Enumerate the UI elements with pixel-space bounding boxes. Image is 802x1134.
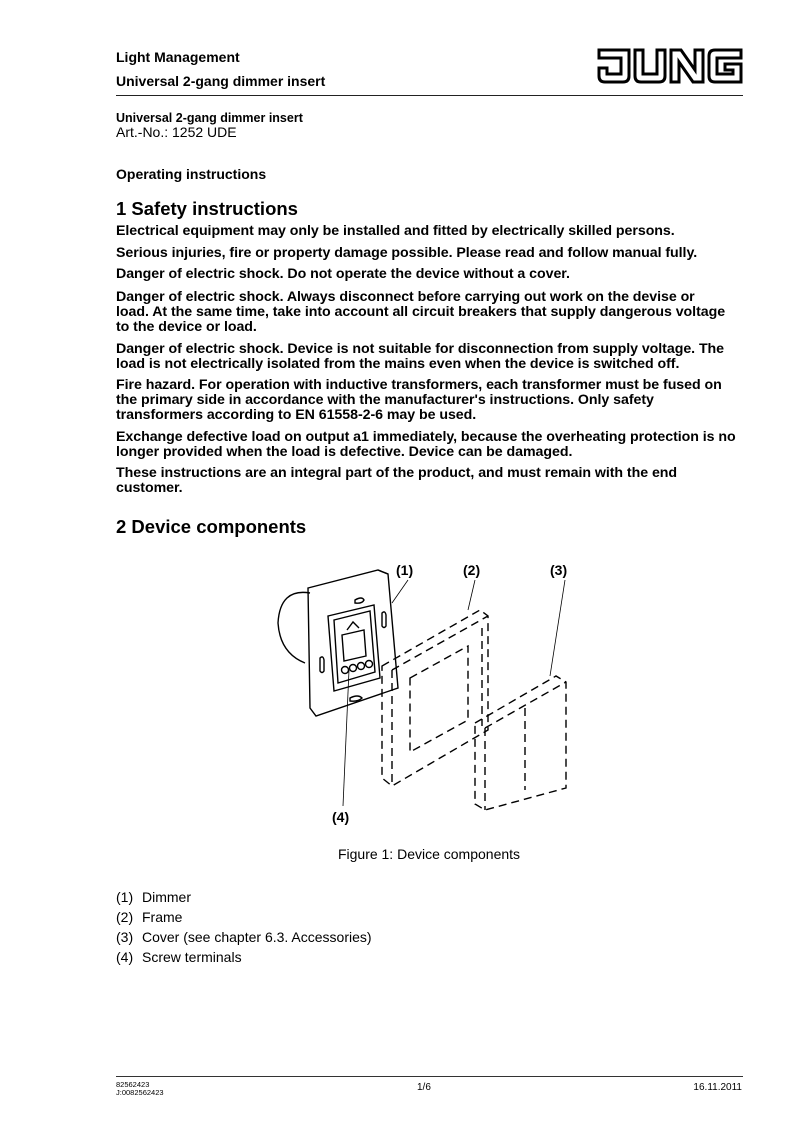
job-number: J:0082562423 [116, 1088, 164, 1097]
legend-label: Cover (see chapter 6.3. Accessories) [142, 929, 372, 945]
safety-paragraph: Danger of electric shock. Do not operate the device without a cover. [116, 266, 570, 282]
legend-item-cover [116, 927, 372, 947]
legend-item-dimmer [116, 887, 372, 907]
safety-paragraph: These instructions are an integral part of the product, and must remain with the end customer. [116, 465, 678, 496]
legend-label: Dimmer [142, 889, 191, 905]
header-category: Light Management [116, 49, 240, 65]
legend-number: (4) [116, 949, 134, 965]
safety-paragraph: Electrical equipment may only be installed and fitted by electrically skilled persons. [116, 223, 675, 239]
header-product: Universal 2-gang dimmer insert [116, 73, 326, 89]
figure-caption: Figure 1: Device components [337, 846, 521, 862]
callout-4: (4) [332, 809, 350, 825]
product-title: Universal 2-gang dimmer insert [116, 111, 303, 125]
legend-item-frame [116, 907, 372, 927]
section-heading-components: 2 Device components [116, 516, 307, 537]
legend-number: (2) [116, 909, 134, 925]
page-number: 1/6 [417, 1082, 431, 1093]
callout-1: (1) [396, 562, 414, 578]
safety-paragraph: Danger of electric shock. Always disconnect before carrying out work on the devise or load. At the same time, take into account all circuit breakers that supply dangerous voltage to the device or load. [116, 289, 726, 335]
exploded-view-diagram [270, 558, 580, 830]
legend-label: Screw terminals [142, 949, 242, 965]
legend-number: (1) [116, 889, 134, 905]
safety-instructions [116, 224, 756, 503]
footer-divider [116, 1076, 743, 1077]
safety-paragraph: Exchange defective load on output a1 immediately, because the overheating protection is no longer provided when the load is defective. Device can be damaged. [116, 428, 736, 460]
components-legend [116, 887, 372, 967]
legend-number: (3) [116, 929, 134, 945]
callout-3: (3) [550, 562, 568, 578]
device-components-figure [270, 558, 580, 830]
safety-paragraph: Fire hazard. For operation with inductive transformers, each transformer must be fused on the primary side in accordance with the manufacturer's instructions. Only safety transformers according to EN 61558-2-6 may be used. [116, 377, 722, 423]
doc-number: 82562423 [116, 1080, 150, 1089]
section-heading-safety: 1 Safety instructions [116, 198, 298, 219]
callout-2: (2) [463, 562, 481, 578]
jung-logo-icon [595, 46, 745, 86]
document-type: Operating instructions [116, 166, 267, 182]
header-divider [116, 95, 743, 96]
legend-label: Frame [142, 909, 183, 925]
document-date: 16.11.2011 [693, 1082, 742, 1093]
safety-paragraph: Danger of electric shock. Device is not suitable for disconnection from supply voltage. The load is not electrically isolated from the mains even when the device is switched off. [116, 340, 725, 372]
safety-paragraph: Serious injuries, fire or property damage possible. Please read and follow manual fully. [116, 244, 698, 261]
article-number: Art.-No.: 1252 UDE [116, 124, 237, 140]
footer-doc-ids [116, 1081, 164, 1097]
legend-item-screw-terminals [116, 947, 372, 967]
